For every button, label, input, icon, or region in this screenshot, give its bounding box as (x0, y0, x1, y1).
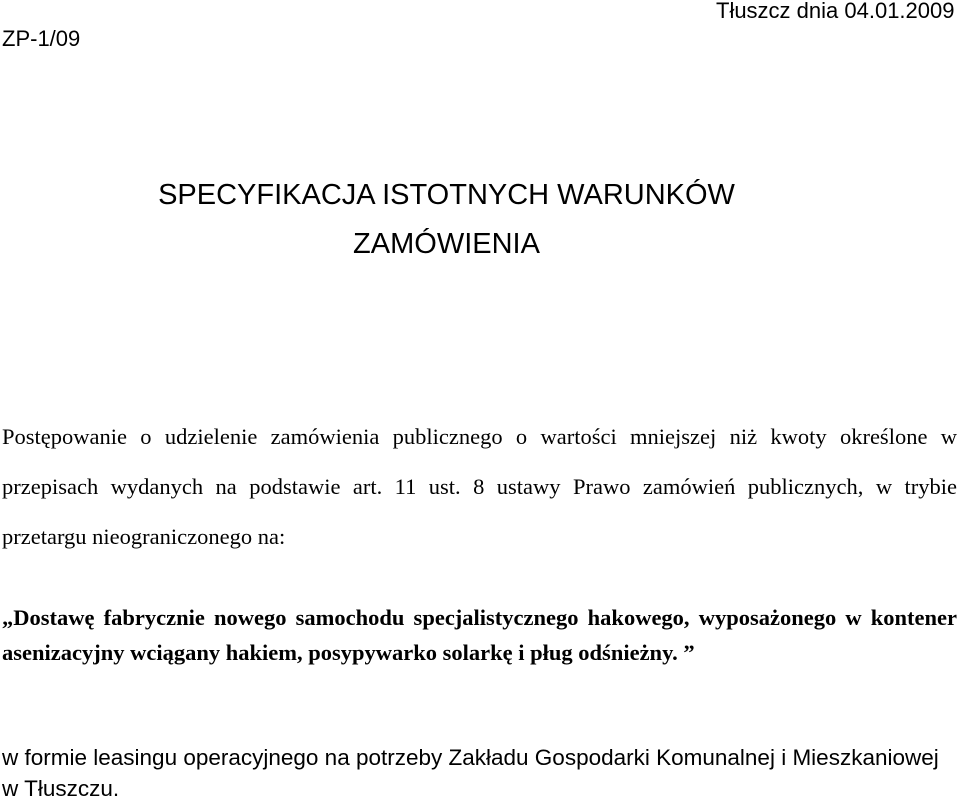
place-and-date: Tłuszcz dnia 04.01.2009 (716, 0, 955, 23)
leasing-purpose-paragraph: w formie leasingu operacyjnego na potrzeby Zakładu Gospodarki Komunalnej i Mieszkaniowej w Tłuszczu. (2, 745, 939, 801)
procedure-intro-paragraph: Postępowanie o udzielenie zamówienia publicznego o wartości mniejszej niż kwoty określone w przepisach wydanych na podstawie art. 11 ust. 8 ustawy Prawo zamówień publicznych, w trybie przetargu nieograniczonego na: (2, 424, 957, 549)
reference-number: ZP-1/09 (2, 26, 81, 51)
title-line-1: SPECYFIKACJA ISTOTNYCH WARUNKÓW (158, 179, 735, 211)
title-line-2: ZAMÓWIENIA (353, 228, 540, 260)
procurement-subject-paragraph: „Dostawę fabrycznie nowego samochodu specjalistycznego hakowego, wyposażonego w kontener asenizacyjny wciągany hakiem, posypywarko solarkę i pług odśnieżny. ” (2, 605, 957, 665)
